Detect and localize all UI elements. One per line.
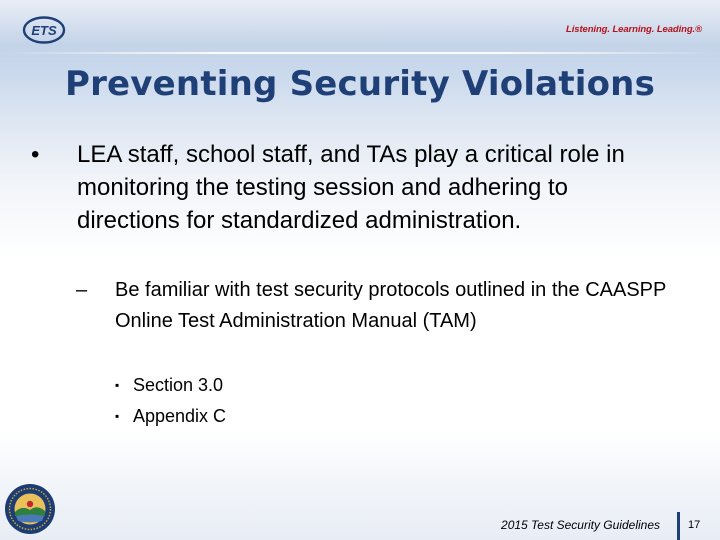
footer-guidelines: 2015 Test Security Guidelines: [501, 518, 660, 532]
bullet-level3-text: Section 3.0: [133, 375, 224, 395]
ets-logo-icon: [22, 15, 68, 45]
bullet-level2-text: Be familiar with test security protocols outlined in the CAASPP Online Test Administration Manual (TAM): [115, 279, 666, 332]
header-highlight-line: [0, 52, 720, 54]
bullet-level3-item: [115, 405, 227, 427]
tagline: Listening. Learning. Leading.®: [566, 24, 702, 35]
bullet-level3-item: [115, 374, 224, 396]
bullet-level1: [31, 138, 677, 237]
footer-divider: [677, 512, 680, 540]
dash-marker: –: [76, 279, 88, 301]
square-marker: ▪: [115, 378, 120, 392]
bullet-level1-text: LEA staff, school staff, and TAs play a critical role in monitoring the testing session and adhering to directions for standardized administration.: [77, 141, 625, 234]
bullet-marker: •: [31, 141, 40, 168]
california-seal-icon: [4, 483, 56, 535]
bullet-level3-text: Appendix C: [133, 406, 227, 426]
page-number: 17: [688, 519, 701, 531]
slide-title: Preventing Security Violations: [64, 64, 656, 104]
square-marker: ▪: [115, 409, 120, 423]
logo-text: ETS: [31, 23, 57, 38]
bullet-level2: [76, 275, 695, 337]
